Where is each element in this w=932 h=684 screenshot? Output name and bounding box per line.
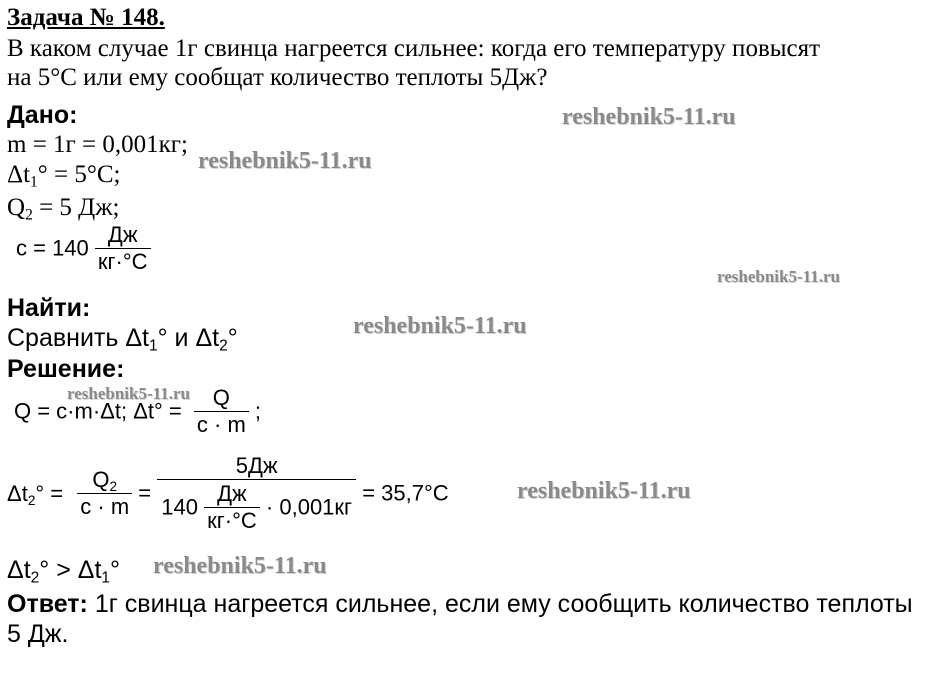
watermark: reshebnik5-11.ru	[717, 267, 840, 286]
watermark: reshebnik5-11.ru	[517, 478, 691, 504]
watermark: reshebnik5-11.ru	[67, 384, 190, 403]
given-specific-heat: c = 140 $\frac{Дж}{кг\cdot^\circ C}$	[16, 223, 151, 274]
question-line-2: на 5°С или ему сообщат количество теплоты 5Дж?	[7, 64, 548, 91]
watermark: reshebnik5-11.ru	[562, 104, 736, 130]
watermark: reshebnik5-11.ru	[153, 553, 327, 579]
question-line-1: В каком случае 1г свинца нагреется сильнее: когда его температуру повысят	[7, 35, 821, 62]
heat-over-cm-fraction: $\frac{Q}{c \cdot m}$	[194, 386, 249, 437]
problem-title: Задача № 148.	[7, 4, 165, 31]
watermark: reshebnik5-11.ru	[198, 148, 372, 174]
solution-equation-1: Q = c·m·Δt; Δt° = $\frac{Q}{c \cdot m}$ ;	[14, 385, 262, 437]
specific-heat-unit-fraction: $\frac{Дж}{кг\cdot^\circ C}$	[95, 223, 151, 274]
given-q2: $Q_2 = 5$ Дж;	[7, 194, 120, 224]
solution-equation-2: $\Delta t_2^\circ$ = $\frac{Q_2}{c \cdot m}$ = 5Дж 140 $\frac{Дж}{кг\cdot^\circ C}$ · 0,001кг = 35,7°С	[7, 453, 449, 533]
find-text: Сравнить $\Delta t_1^\circ$ и $\Delta t_2^\circ$	[7, 324, 238, 355]
denominator-unit-fraction: $\frac{Дж}{кг\cdot^\circ C}$	[204, 482, 260, 533]
given-heading: Дано:	[7, 101, 78, 129]
find-heading: Найти:	[7, 294, 91, 322]
solution-heading: Решение:	[7, 355, 125, 383]
answer-line-2: 5 Дж.	[7, 620, 69, 648]
answer-label: Ответ:	[7, 590, 88, 618]
answer-line-1: Ответ: 1г свинца нагреется сильнее, если ему сообщить количество теплоты	[7, 590, 913, 618]
given-mass: m = 1г = 0,001кг;	[7, 131, 188, 158]
watermark: reshebnik5-11.ru	[353, 313, 527, 339]
energy-over-heat-fraction: 5Дж 140 $\frac{Дж}{кг\cdot^\circ C}$ · 0,001кг	[157, 454, 356, 533]
given-dt1: $\Delta t_1^\circ = 5^\circ С$;	[7, 161, 121, 191]
q2-over-cm-fraction: $\frac{Q_2}{c \cdot m}$	[77, 468, 132, 519]
comparison-result: $\Delta t_2^\circ > \Delta t_1^\circ$	[7, 556, 121, 587]
